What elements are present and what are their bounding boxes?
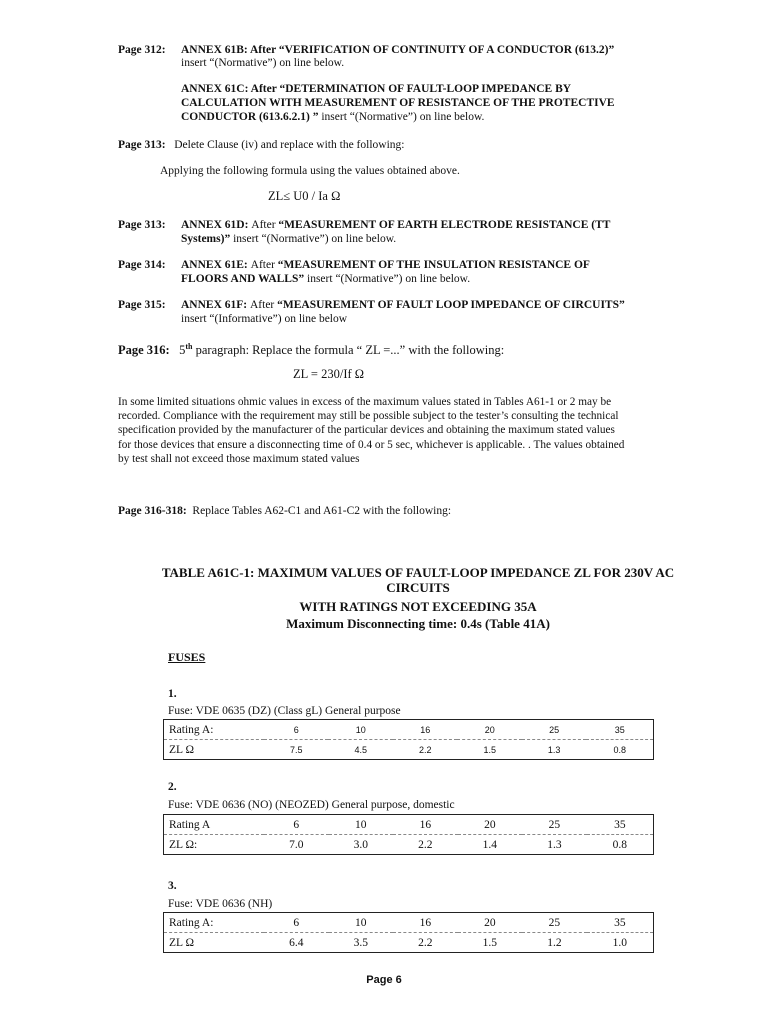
impedance-cell: 1.5 bbox=[483, 744, 496, 755]
impedance-label: ZL Ω bbox=[169, 936, 195, 949]
rating-cell: 6 bbox=[264, 720, 328, 740]
rating-cell: 6 bbox=[264, 913, 329, 933]
impedance-cell: 1.3 bbox=[547, 838, 562, 851]
annex-61c-heading: ANNEX 61C: After “DETERMINATION OF FAULT-LOOP IMPEDANCE BY bbox=[181, 83, 572, 95]
impedance-cell: 2.2 bbox=[418, 936, 433, 949]
impedance-cell: 7.5 bbox=[289, 744, 303, 755]
fuse-3-number: 3. bbox=[168, 880, 177, 892]
fuse-1-description: Fuse: VDE 0635 (DZ) (Class gL) General purpose bbox=[168, 705, 401, 717]
annex-61f-heading: ANNEX 61F: After “MEASUREMENT OF FAULT LOOP IMPEDANCE OF CIRCUITS” bbox=[181, 299, 625, 311]
annex-61e-heading: ANNEX 61E: After “MEASUREMENT OF THE INSULATION RESISTANCE OF bbox=[181, 259, 590, 271]
rating-label: Rating A: bbox=[164, 720, 265, 740]
formula-zl-u0-ia: ZL≤ U0 / Ia Ω bbox=[268, 189, 341, 203]
rating-cell: 35 bbox=[586, 720, 653, 740]
fuse-2-table bbox=[163, 814, 654, 855]
rating-cell: 35 bbox=[587, 815, 654, 835]
table-a61c-1-title bbox=[118, 565, 718, 631]
impedance-cell: 0.8 bbox=[612, 838, 628, 851]
rating-cell: 20 bbox=[457, 720, 521, 740]
impedance-cell: 3.5 bbox=[353, 936, 368, 949]
paragraph-line: recorded. Compliance with the requirement may still be possible subject to the tester’s consulting the technical bbox=[118, 410, 619, 423]
rating-cell: 35 bbox=[587, 913, 654, 933]
p313b-page: Page 313: bbox=[118, 219, 166, 231]
title-line-1: TABLE A61C-1: MAXIMUM VALUES OF FAULT-LOOP IMPEDANCE ZL FOR 230V AC bbox=[161, 565, 675, 580]
rating-label: Rating A: bbox=[164, 913, 265, 933]
paragraph-line: specification provided by the manufacturer of the particular devices and obtaining the maximum stated values bbox=[118, 424, 615, 437]
impedance-label: ZL Ω bbox=[169, 743, 195, 756]
impedance-row bbox=[164, 933, 654, 953]
rating-label: Rating A bbox=[164, 815, 265, 835]
impedance-cell: 1.2 bbox=[547, 936, 562, 949]
rating-cell: 10 bbox=[328, 720, 392, 740]
impedance-cell: 0.8 bbox=[613, 744, 626, 755]
paragraph-line: for those devices that ensure a disconnecting time of 0.4 or 5 sec, whichever is applicable. . The values obtained bbox=[118, 438, 625, 451]
impedance-cell: 6.4 bbox=[289, 936, 304, 949]
title-line-2: CIRCUITS bbox=[386, 580, 450, 595]
impedance-cell: 2.2 bbox=[418, 744, 432, 755]
applying-formula-text: Applying the following formula using the values obtained above. bbox=[160, 165, 460, 177]
impedance-cell: 2.2 bbox=[418, 838, 433, 851]
rating-cell: 25 bbox=[522, 913, 587, 933]
annex-61e-heading-2: FLOORS AND WALLS” insert “(Normative”) on line below. bbox=[181, 273, 471, 285]
rating-cell: 16 bbox=[393, 720, 457, 740]
impedance-cell: 3.0 bbox=[353, 838, 368, 851]
ohmic-values-paragraph bbox=[118, 395, 658, 466]
paragraph-line: by test shall not exceed those maximum stated values bbox=[118, 452, 360, 465]
fuse-1-table bbox=[163, 719, 654, 760]
formula-zl-230-if: ZL = 230/If Ω bbox=[293, 367, 365, 381]
impedance-cell: 1.0 bbox=[612, 936, 628, 949]
rating-cell: 20 bbox=[458, 913, 523, 933]
impedance-cell: 1.5 bbox=[482, 936, 498, 949]
p316-318-replace-tables: Page 316-318: Replace Tables A62-C1 and A61-C2 with the following: bbox=[118, 505, 452, 517]
fuse-3-description: Fuse: VDE 0636 (NH) bbox=[168, 898, 273, 910]
rating-cell: 16 bbox=[393, 815, 458, 835]
amendment-p312-page: Page 312: bbox=[118, 44, 166, 56]
title-line-4: Maximum Disconnecting time: 0.4s (Table 41A) bbox=[286, 616, 550, 631]
page-number-footer: Page 6 bbox=[366, 974, 402, 986]
rating-cell: 20 bbox=[458, 815, 523, 835]
rating-cell: 25 bbox=[522, 815, 587, 835]
rating-cell: 10 bbox=[329, 815, 394, 835]
p314-page: Page 314: bbox=[118, 259, 166, 271]
title-line-3: WITH RATINGS NOT EXCEEDING 35A bbox=[299, 599, 537, 614]
impedance-cell: 1.3 bbox=[547, 744, 561, 755]
impedance-row bbox=[164, 835, 654, 855]
fuse-3-table bbox=[163, 912, 654, 953]
p316-replace: Page 316: 5th paragraph: Replace the formula “ ZL =...” with the following: bbox=[118, 342, 505, 358]
fuse-2-number: 2. bbox=[168, 781, 177, 793]
impedance-cell: 7.0 bbox=[289, 838, 304, 851]
impedance-row bbox=[164, 740, 654, 760]
annex-61b-instruction: insert “(Normative”) on line below. bbox=[181, 57, 345, 69]
rating-row bbox=[164, 720, 654, 740]
paragraph-line: In some limited situations ohmic values in excess of the maximum values stated in Tables A61-1 or 2 may be bbox=[118, 396, 612, 408]
impedance-cell: 1.4 bbox=[482, 838, 498, 851]
p315-page: Page 315: bbox=[118, 299, 166, 311]
rating-cell: 25 bbox=[522, 720, 586, 740]
rating-cell: 16 bbox=[393, 913, 458, 933]
annex-61c-heading-3: CONDUCTOR (613.6.2.1) ” insert “(Normative”) on line below. bbox=[181, 111, 485, 123]
annex-61d-heading: ANNEX 61D: After “MEASUREMENT OF EARTH ELECTRODE RESISTANCE (TT bbox=[181, 219, 611, 231]
annex-61d-heading-2: Systems)” insert “(Normative”) on line below. bbox=[181, 233, 397, 245]
fuses-heading: FUSES bbox=[168, 650, 206, 664]
p313-delete-clause: Page 313: Delete Clause (iv) and replace with the following: bbox=[118, 139, 405, 151]
rating-row bbox=[164, 815, 654, 835]
rating-cell: 6 bbox=[264, 815, 329, 835]
impedance-label: ZL Ω: bbox=[169, 838, 198, 851]
annex-61f-instruction: insert “(Informative”) on line below bbox=[181, 313, 348, 325]
impedance-cell: 4.5 bbox=[354, 744, 367, 755]
fuse-2-description: Fuse: VDE 0636 (NO) (NEOZED) General purpose, domestic bbox=[168, 799, 455, 811]
fuse-1-number: 1. bbox=[168, 688, 177, 700]
rating-cell: 10 bbox=[329, 913, 394, 933]
annex-61b-heading: ANNEX 61B: After “VERIFICATION OF CONTINUITY OF A CONDUCTOR (613.2)” bbox=[181, 44, 615, 56]
rating-row bbox=[164, 913, 654, 933]
annex-61c-heading-2: CALCULATION WITH MEASUREMENT OF RESISTANCE OF THE PROTECTIVE bbox=[181, 97, 615, 109]
